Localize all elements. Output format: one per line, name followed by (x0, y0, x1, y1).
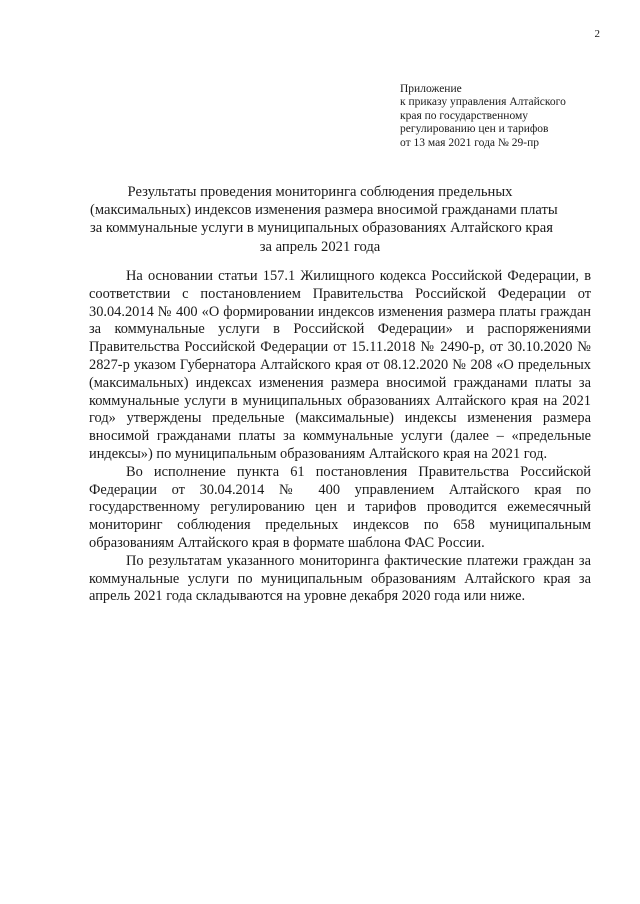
appendix-line: края по государственному (400, 109, 528, 122)
body-paragraph: На основании статьи 157.1 Жилищного кодекса Российской Федерации, в соответствии с постановлением Правительства Российской Федерации от 30.04.2014 № 400 «О формировании индексов изменения размера платы граждан за коммунальные услуги в Российской Федерации» и распоряжениями Правительства Российской Федерации от 15.11.2018 № 2490-р, от 30.10.2020 № 2827-р указом Губернатора Алтайского края от 08.12.2020 № 208 «О предельных (максимальных) индексах изменения размера вносимой гражданами платы за коммунальные услуги в муниципальных образованиях Алтайского края на 2021 год» утверждены предельные (максимальные) индексы изменения размера вносимой гражданами платы за коммунальные услуги (далее – «предельные индексы») по муниципальным образованиям Алтайского края на 2021 год. (89, 268, 591, 462)
appendix-line: к приказу управления Алтайского (400, 96, 566, 109)
appendix-line: Приложение (400, 83, 462, 95)
page-number: 2 (594, 28, 600, 40)
appendix-line: регулированию цен и тарифов (400, 123, 549, 136)
title-line: (максимальных) индексов изменения размера вносимой гражданами платы (90, 202, 558, 219)
title-line: за коммунальные услуги в муниципальных образованиях Алтайского края (90, 220, 554, 237)
appendix-line: от 13 мая 2021 года № 29-пр (400, 136, 539, 149)
title-line: Результаты проведения мониторинга соблюдения предельных (127, 184, 513, 200)
title-line: за апрель 2021 года (259, 238, 381, 255)
body-paragraph: Во исполнение пункта 61 постановления Правительства Российской Федерации от 30.04.2014 № 400 управлением Алтайского края по государственному регулированию цен и тарифов проводится ежемесячный мониторинг соблюдения предельных индексов по 658 муниципальным образованиям Алтайского края в формате шаблона ФАС России. (89, 463, 591, 551)
body-paragraph: По результатам указанного мониторинга фактические платежи граждан за коммунальные услуги по муниципальным образованиям Алтайского края за апрель 2021 года складываются на уровне декабря 2020 года или ниже. (89, 552, 591, 605)
document-body (89, 268, 591, 606)
appendix-block (400, 83, 600, 150)
document-title (90, 183, 558, 256)
